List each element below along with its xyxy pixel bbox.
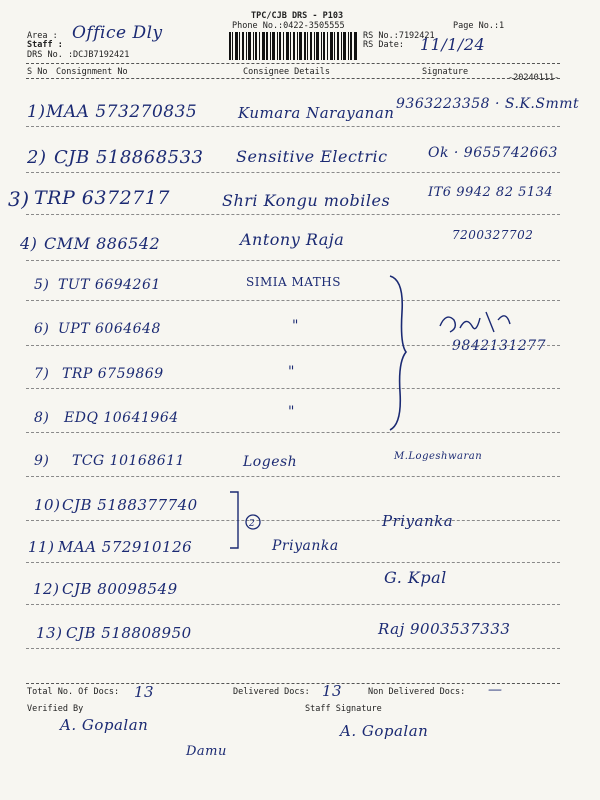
drs-number: DRS No. :DCJB7192421 — [27, 50, 130, 60]
row-line — [26, 476, 560, 477]
extra-signature: Damu — [186, 744, 227, 759]
consignment-no: MAA 572910126 — [58, 538, 193, 556]
row-num: 3) — [8, 187, 30, 211]
row-line — [26, 388, 560, 389]
row-num: 7) — [34, 366, 50, 382]
consignee-name: Kumara Narayanan — [238, 104, 395, 122]
consignment-no: UPT 6064648 — [58, 321, 161, 337]
consignee-name: " — [292, 318, 299, 334]
row-line — [26, 214, 560, 215]
barcode-image — [229, 32, 357, 60]
consignment-no: TRP 6759869 — [62, 366, 164, 382]
column-divider — [26, 78, 560, 79]
receiver-signature: 9363223358 · S.K.Smmt — [396, 96, 580, 112]
consignment-no: MAA 573270835 — [46, 102, 198, 122]
consignment-no: CJB 518868533 — [54, 147, 204, 168]
verified-by-label: Verified By — [27, 704, 84, 714]
col-consignee: Consignee Details — [243, 67, 330, 77]
pair-bracket — [226, 490, 266, 552]
area-value: Office Dly — [72, 23, 163, 43]
receiver-signature: Ok · 9655742663 — [428, 145, 558, 161]
row-num: 8) — [34, 410, 50, 426]
consignee-name: " — [288, 364, 295, 380]
area-label: Area : — [27, 31, 58, 41]
page-number: Page No.:1 — [453, 21, 505, 31]
consignee-name: SIMIA MATHS — [246, 275, 341, 289]
receiver-signature: Raj 9003537333 — [378, 620, 511, 638]
consignment-no: TUT 6694261 — [58, 277, 161, 293]
consignment-no: TCG 10168611 — [72, 453, 185, 469]
consignee-name: Shri Kongu mobiles — [222, 191, 391, 210]
header-divider — [26, 63, 560, 64]
row-line — [26, 300, 560, 301]
consignee-name: Sensitive Electric — [236, 147, 388, 166]
staff-signature-label: Staff Signature — [305, 704, 382, 714]
row-num: 2) — [27, 147, 47, 168]
row-num: 10) — [34, 496, 61, 514]
consignment-no: CJB 518808950 — [66, 624, 192, 642]
row-num: 12) — [33, 580, 60, 598]
receiver-signature: 7200327702 — [452, 228, 534, 242]
consignee-name: " — [288, 404, 295, 420]
staff-label: Staff : — [27, 40, 63, 50]
row-line — [26, 126, 560, 127]
row-line — [26, 260, 560, 261]
row-num: 1) — [27, 102, 46, 122]
row-num: 5) — [34, 277, 50, 293]
rs-date-label: RS Date: — [363, 40, 404, 50]
consignee-name: Antony Raja — [240, 230, 345, 249]
row-num: 6) — [34, 321, 50, 337]
delivered-docs-value: 13 — [322, 682, 343, 700]
sheet-title: TPC/CJB DRS - P103 — [251, 11, 344, 21]
receiver-signature: G. Kpal — [384, 568, 447, 587]
svg-text:2: 2 — [249, 519, 255, 529]
rs-date-value: 11/1/24 — [420, 35, 486, 54]
col-consignment: Consignment No — [56, 67, 128, 77]
row-num: 11) — [28, 538, 55, 556]
row-line — [26, 604, 560, 605]
receiver-signature: M.Logeshwaran — [394, 451, 483, 462]
consignment-no: CJB 5188377740 — [62, 496, 198, 514]
receiver-signature: 9842131277 — [452, 338, 547, 354]
staff-signature: A. Gopalan — [340, 722, 429, 740]
phone-number: Phone No.:0422-3505555 — [232, 21, 345, 31]
consignee-name: Logesh — [243, 454, 298, 470]
non-delivered-docs-value: — — [488, 682, 503, 698]
consignment-no: CMM 886542 — [44, 234, 161, 253]
row-line — [26, 172, 560, 173]
rs-number: RS No.:7192421 — [363, 31, 435, 41]
delivered-docs-label: Delivered Docs: — [233, 687, 310, 697]
footer-divider — [26, 683, 560, 684]
receiver-signature: Priyanka — [382, 512, 454, 530]
total-docs-value: 13 — [134, 683, 155, 701]
grouping-brace — [386, 272, 410, 434]
verifier-signature: A. Gopalan — [60, 716, 149, 734]
col-signature: Signature — [422, 67, 469, 77]
row-num: 9) — [34, 453, 50, 469]
consignment-no: EDQ 10641964 — [64, 410, 179, 426]
total-docs-label: Total No. Of Docs: — [27, 687, 120, 697]
consignee-name: Priyanka — [272, 538, 339, 554]
receiver-signature: IT6 9942 82 5134 — [428, 185, 554, 200]
row-line — [26, 345, 560, 346]
row-line — [26, 648, 560, 649]
consignment-no: CJB 80098549 — [62, 580, 178, 598]
group-signature-mark — [436, 306, 516, 342]
row-line — [26, 562, 560, 563]
row-num: 4) — [20, 234, 38, 253]
row-line — [26, 432, 560, 433]
row-line — [26, 520, 560, 521]
col-sno: S No — [27, 67, 48, 77]
non-delivered-docs-label: Non Delivered Docs: — [368, 687, 466, 697]
date-code: -20240111- — [508, 73, 560, 83]
row-num: 13) — [36, 624, 63, 642]
consignment-no: TRP 6372717 — [34, 187, 170, 209]
